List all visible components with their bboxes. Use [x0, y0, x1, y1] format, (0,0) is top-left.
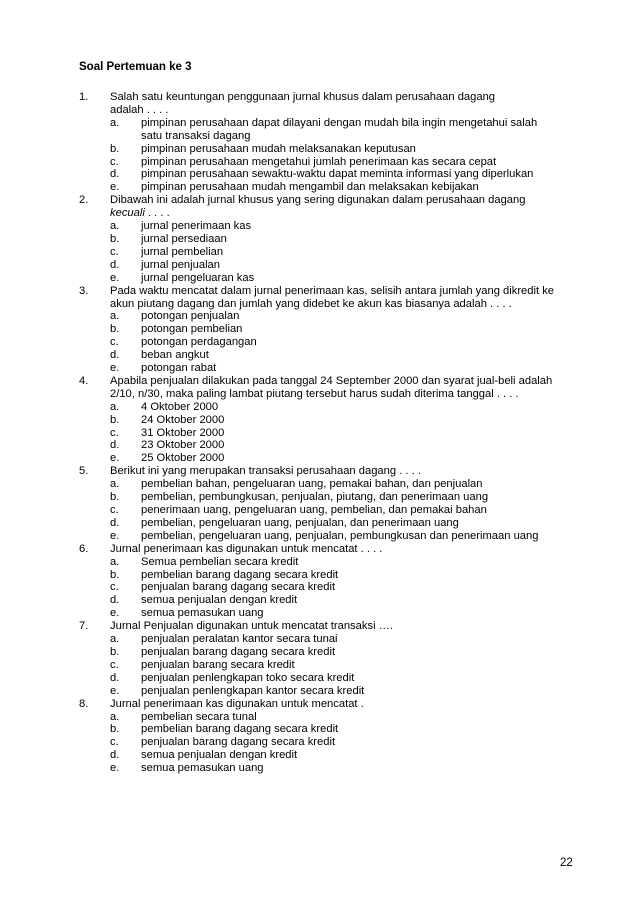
page-number: 22 [560, 857, 573, 869]
question-number: 1. [79, 91, 89, 103]
answer-option [110, 504, 599, 517]
option-letter: e. [110, 607, 120, 620]
option-text: jurnal pembelian [141, 245, 224, 258]
question-text: Jurnal penerimaan kas digunakan untuk mencatat . . . . [110, 542, 383, 555]
question-number: 2. [79, 194, 89, 207]
question-number: 4. [79, 374, 89, 387]
option-text: 24 Oktober 2000 [141, 413, 225, 426]
option-letter: d. [110, 671, 120, 684]
option-letter [110, 130, 141, 143]
question-number [79, 207, 110, 220]
option-text: jurnal pengeluaran kas [141, 271, 255, 284]
answer-option [110, 607, 599, 620]
option-text: semua pemasukan uang [141, 607, 264, 620]
option-text: penjualan penlengkapan toko secara kredit [141, 671, 355, 684]
question-text: Jurnal penerimaan kas digunakan untuk mencatat . [110, 697, 364, 710]
answer-option [110, 414, 599, 427]
answer-option [110, 117, 599, 130]
answer-option [110, 336, 599, 349]
question-number: 5. [79, 465, 89, 478]
answer-option [110, 581, 599, 594]
answer-option [110, 569, 599, 582]
question-number: 3. [79, 284, 89, 297]
answer-option [110, 685, 599, 698]
answer-option [110, 594, 599, 607]
question-row [79, 104, 599, 117]
question-row [79, 375, 599, 388]
option-text: pembelian barang dagang secara kredit [141, 723, 339, 736]
question-row [79, 543, 599, 556]
answer-option [110, 762, 599, 775]
answer-option [110, 517, 599, 530]
question-text [110, 207, 599, 220]
option-letter: d. [110, 349, 120, 362]
option-text: pimpinan perusahaan mengetahui jumlah penerimaan kas secara cepat [141, 155, 497, 168]
question-row [79, 620, 599, 633]
answer-option [110, 156, 599, 169]
answer-option [110, 711, 599, 724]
question-text: Dibawah ini adalah jurnal khusus yang sering digunakan dalam perusahaan dagang [110, 194, 526, 207]
option-letter: b. [110, 323, 120, 336]
question-text-suffix: . . . . [144, 207, 170, 220]
answer-option [110, 362, 599, 375]
option-letter: a. [110, 710, 120, 723]
question-number: 6. [79, 542, 89, 555]
answer-option [110, 659, 599, 672]
option-text: penjualan barang secara kredit [141, 658, 295, 671]
option-list [110, 556, 599, 621]
option-text: jurnal penerimaan kas [141, 220, 252, 233]
question-item [79, 194, 599, 284]
option-letter: d. [110, 439, 120, 452]
option-text: potongan perdagangan [141, 336, 257, 349]
answer-option [110, 478, 599, 491]
option-text: 25 Oktober 2000 [141, 452, 225, 465]
answer-option [110, 246, 599, 259]
option-letter: d. [110, 749, 120, 762]
option-letter: b. [110, 723, 120, 736]
option-list [110, 711, 599, 776]
option-letter: e. [110, 181, 120, 194]
option-list [110, 478, 599, 543]
option-text: pembelian, pengeluaran uang, penjualan, dan penerimaan uang [141, 516, 459, 529]
option-letter: e. [110, 452, 120, 465]
option-letter: a. [110, 400, 120, 413]
option-text: potongan penjualan [141, 310, 240, 323]
option-text: penjualan barang dagang secara kredit [141, 736, 336, 749]
answer-option [110, 723, 599, 736]
option-letter: b. [110, 232, 120, 245]
answer-option [110, 323, 599, 336]
answer-option [110, 272, 599, 285]
option-list [110, 220, 599, 285]
option-letter: a. [110, 633, 120, 646]
answer-option [110, 736, 599, 749]
option-text: pembelian, pembungkusan, penjualan, piutang, dan penerimaan uang [141, 491, 489, 504]
option-letter: d. [110, 258, 120, 271]
option-letter: b. [110, 645, 120, 658]
question-number: 8. [79, 697, 89, 710]
option-letter: c. [110, 155, 119, 168]
option-text: potongan rabat [141, 362, 217, 375]
question-item [79, 698, 599, 775]
question-text: Berikut ini yang merupakan transaksi perusahaan dagang . . . . [110, 465, 421, 478]
question-text: Pada waktu mencatat dalam jurnal penerimaan kas, selisih antara jumlah yang dikredit ke [110, 284, 555, 297]
question-text: Jurnal Penjualan digunakan untuk mencatat transaksi …. [110, 620, 393, 633]
option-text: penjualan penlengkapan kantor secara kredit [141, 684, 365, 697]
option-text: 23 Oktober 2000 [141, 439, 225, 452]
option-text: 4 Oktober 2000 [141, 400, 219, 413]
option-text: jurnal persediaan [141, 232, 227, 245]
answer-option [110, 633, 599, 646]
option-letter: d. [110, 594, 120, 607]
question-item [79, 285, 599, 375]
answer-option [110, 452, 599, 465]
question-row [79, 388, 599, 401]
option-text: semua penjualan dengan kredit [141, 749, 298, 762]
option-letter: a. [110, 116, 120, 129]
question-row [79, 698, 599, 711]
question-item [79, 620, 599, 697]
option-text: pembelian bahan, pengeluaran uang, pemakai bahan, dan penjualan [141, 478, 483, 491]
option-letter: b. [110, 413, 120, 426]
option-letter: c. [110, 336, 119, 349]
answer-option [110, 439, 599, 452]
answer-option [110, 401, 599, 414]
option-letter: b. [110, 568, 120, 581]
option-text: pembelian barang dagang secara kredit [141, 568, 339, 581]
question-row [79, 91, 599, 104]
option-text: penjualan peralatan kantor secara tunai [141, 633, 338, 646]
question-list [79, 91, 599, 775]
option-text: semua pemasukan uang [141, 762, 264, 775]
option-letter: e. [110, 362, 120, 375]
answer-option [110, 349, 599, 362]
option-text: beban angkut [141, 349, 209, 362]
option-text: pembelian secara tunal [141, 710, 257, 723]
option-letter: b. [110, 142, 120, 155]
question-row [79, 298, 599, 311]
option-list [110, 633, 599, 698]
option-text: penjualan barang dagang secara kredit [141, 645, 336, 658]
answer-option [110, 233, 599, 246]
answer-option [110, 491, 599, 504]
option-letter: c. [110, 245, 119, 258]
question-number [79, 298, 110, 311]
option-text: pimpinan perusahaan sewaktu-waktu dapat meminta informasi yang diperlukan [141, 168, 534, 181]
answer-option [110, 143, 599, 156]
answer-option [110, 427, 599, 440]
option-list [110, 310, 599, 375]
option-letter: c. [110, 581, 119, 594]
question-number [79, 388, 110, 401]
question-text: adalah . . . . [110, 103, 169, 116]
option-letter: e. [110, 762, 120, 775]
option-text: semua penjualan dengan kredit [141, 594, 298, 607]
option-letter: b. [110, 491, 120, 504]
option-letter: c. [110, 504, 119, 516]
question-item [79, 375, 599, 465]
question-item [79, 91, 599, 194]
question-item [79, 543, 599, 620]
option-text: pimpinan perusahaan mudah mengambil dan melaksakan kebijakan [141, 181, 479, 194]
option-text: pimpinan perusahaan dapat dilayani dengan mudah bila ingin mengetahui salah [141, 116, 538, 129]
question-item [79, 465, 599, 542]
answer-option [110, 220, 599, 233]
question-text: Salah satu keuntungan penggunaan jurnal khusus dalam perusahaan dagang [110, 91, 496, 103]
option-letter: a. [110, 478, 120, 491]
question-row [79, 207, 599, 220]
answer-option [110, 181, 599, 194]
option-text: penerimaan uang, pengeluaran uang, pembelian, dan pemakai bahan [141, 504, 487, 516]
option-text: Semua pembelian secara kredit [141, 555, 299, 568]
option-list [110, 401, 599, 466]
question-row [79, 465, 599, 478]
question-row [79, 194, 599, 207]
question-text: Apabila penjualan dilakukan pada tanggal 24 September 2000 dan syarat jual-beli adalah [110, 374, 553, 387]
option-letter: a. [110, 310, 120, 323]
option-text: pimpinan perusahaan mudah melaksanakan keputusan [141, 142, 416, 155]
question-number: 7. [79, 620, 89, 633]
option-text: potongan pembelian [141, 323, 243, 336]
question-number [79, 104, 110, 117]
option-text: pembelian, pengeluaran uang, penjualan, pembungkusan dan penerimaan uang [141, 529, 539, 542]
option-text: penjualan barang dagang secara kredit [141, 581, 336, 594]
option-letter: e. [110, 271, 120, 284]
answer-option [110, 556, 599, 569]
option-text: jurnal penjualan [141, 258, 220, 271]
question-row [79, 285, 599, 298]
option-text: satu transaksi dagang [141, 129, 251, 142]
option-letter: a. [110, 220, 120, 233]
page-title: Soal Pertemuan ke 3 [79, 61, 192, 73]
answer-option [110, 130, 599, 143]
question-italic-word: kecuali [110, 207, 145, 220]
option-list [110, 117, 599, 194]
option-letter: a. [110, 555, 120, 568]
option-letter: e. [110, 684, 120, 697]
option-letter: c. [110, 658, 119, 671]
answer-option [110, 646, 599, 659]
option-text: 31 Oktober 2000 [141, 426, 225, 439]
option-letter: c. [110, 426, 119, 439]
option-letter: c. [110, 736, 119, 749]
answer-option [110, 310, 599, 323]
answer-option [110, 530, 599, 543]
answer-option [110, 672, 599, 685]
answer-option [110, 168, 599, 181]
option-letter: e. [110, 529, 120, 542]
question-text: akun piutang dagang dan jumlah yang didebet ke akun kas biasanya adalah . . . . [110, 297, 512, 310]
option-letter: d. [110, 168, 120, 181]
answer-option [110, 749, 599, 762]
question-text: 2/10, n/30, maka paling lambat piutang tersebut harus sudah diterima tanggal . . . . [110, 387, 519, 400]
answer-option [110, 259, 599, 272]
option-letter: d. [110, 516, 120, 529]
